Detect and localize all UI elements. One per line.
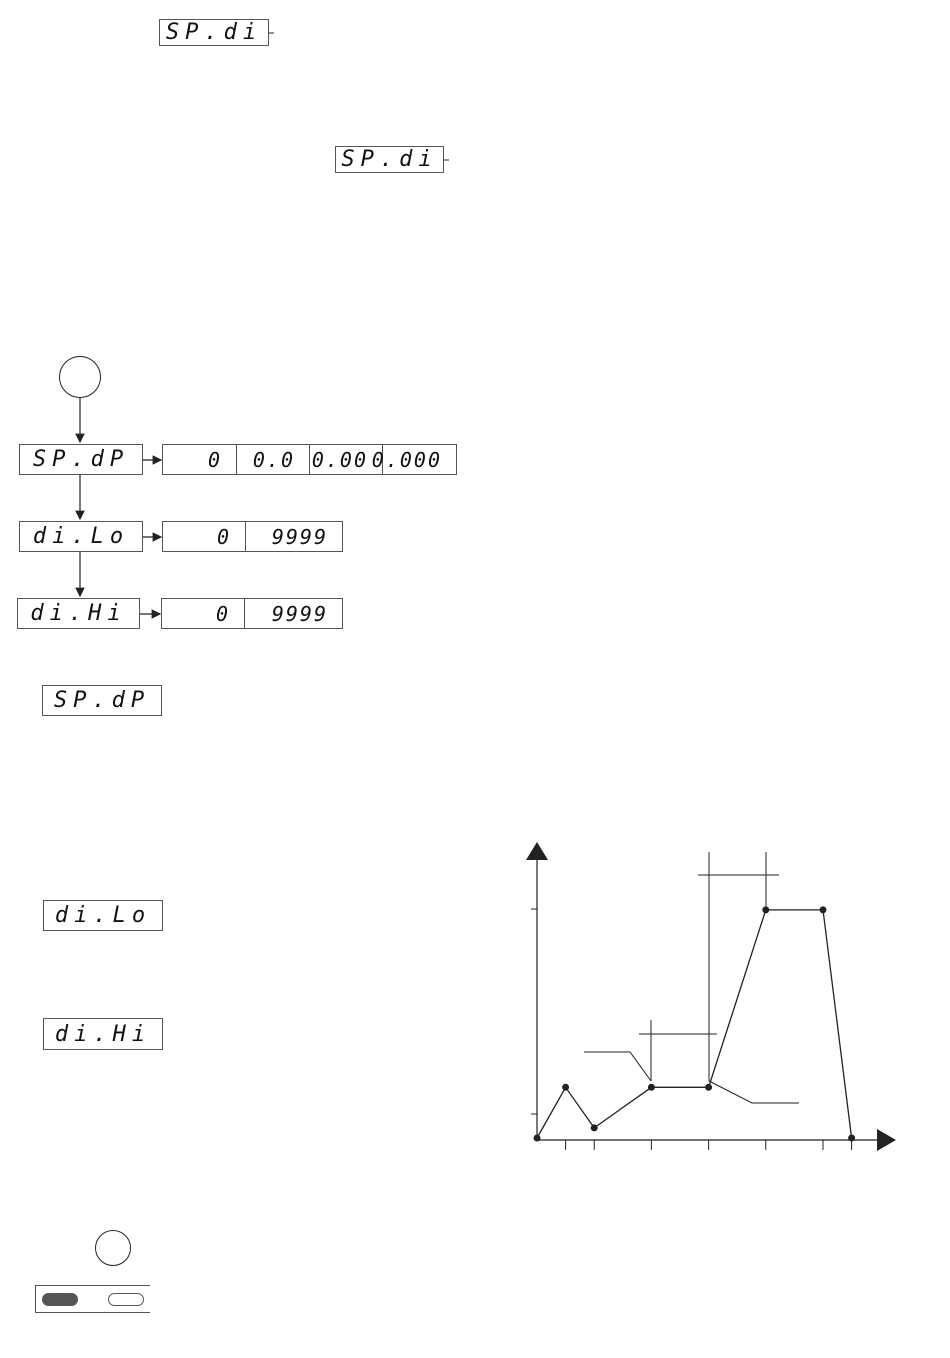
chart-point [848, 1135, 855, 1142]
chart-point [648, 1084, 655, 1091]
di-lo-option-1-text: 9999 [271, 524, 328, 549]
desc-di-lo-label: di.Lo [54, 903, 152, 928]
sp-dp-option-2-text: 0.00 [311, 447, 368, 472]
sp-dp-option-0-text: 0 [207, 447, 222, 472]
param-sp-dp-label: SP.dP [32, 447, 130, 472]
di-hi-option-1-text: 9999 [271, 601, 328, 626]
di-hi-option-0-text: 0 [215, 601, 230, 626]
chart-point [820, 906, 827, 913]
sp-dp-option-3-text: 0.000 [371, 447, 442, 472]
top-display-2-text: SP.di [341, 147, 438, 172]
chart-point [562, 1084, 569, 1091]
top-display-1-text: SP.di [165, 20, 263, 45]
chart-y-axis-arrow [526, 842, 548, 860]
chart-point [591, 1124, 598, 1131]
annot-leader-left [584, 1052, 651, 1081]
di-lo-option-0-text: 0 [216, 524, 231, 549]
chart-series-line [537, 910, 852, 1138]
desc-sp-dp-label: SP.dP [53, 688, 151, 713]
chart-x-axis-arrow [877, 1129, 896, 1151]
chart-point [534, 1135, 541, 1142]
chart-point [762, 906, 769, 913]
sp-dp-option-1-text: 0.0 [252, 447, 295, 472]
annot-leader-right [709, 1081, 799, 1103]
chart-point [705, 1084, 712, 1091]
param-di-hi-label: di.Hi [30, 601, 127, 626]
param-di-lo-label: di.Lo [32, 524, 130, 549]
chart [526, 842, 896, 1151]
desc-di-hi-label: di.Hi [54, 1021, 152, 1047]
